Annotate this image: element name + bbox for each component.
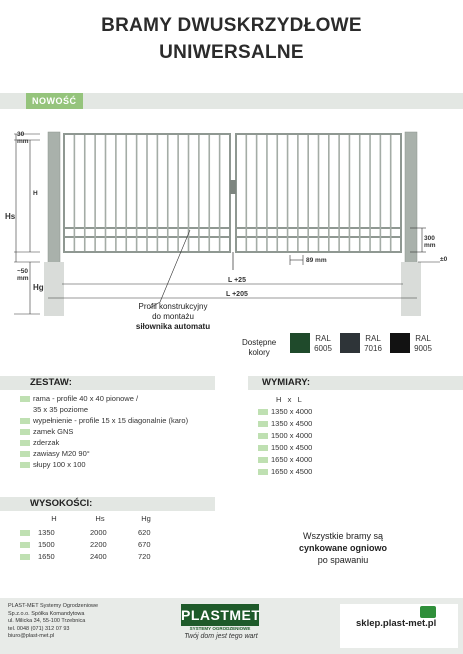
wysokosci-title: WYSOKOŚCI: [30,498,93,509]
profile-note [118,302,228,332]
swatch-7016-color [340,333,360,353]
list-item: 1350 x 4500 [258,418,378,430]
wymiary-header: H x L [276,395,302,404]
list-item: 1500 x 4500 [258,442,378,454]
zestaw-title: ZESTAW: [30,377,72,388]
ral-6005-label [310,334,336,354]
dim-89mm: 89 mm [306,257,327,264]
profile-note-line1: Profil konstrukcyjny [138,302,208,311]
dim-30mm: 30 mm [17,131,29,145]
list-item: zawiasy M20 90° [20,448,220,459]
right-bars [246,135,390,251]
profile-note-line2: do montażu [152,312,194,321]
list-item: zamek GNS [20,426,220,437]
company-line: PLAST-MET Systemy Ogrodzeniowe [8,603,99,609]
dim-l25: L +25 [228,277,246,284]
ral-9005-label [410,334,436,354]
ral-6005-name: RAL [315,334,331,343]
dim-hg: Hg [33,283,44,292]
wys-header-h: H [51,514,57,523]
swatch-7016 [340,333,360,353]
list-item: 1650 x 4000 [258,454,378,466]
dim-l205: L +205 [226,291,248,298]
table-row: 1500 2200 670 [20,539,220,551]
swatch-6005-color [290,333,310,353]
zestaw-list [20,393,220,470]
dim-300mm: 300 mm [424,235,436,249]
list-item: wypełnienie - profile 15 x 15 diagonalnie (karo) [20,415,220,426]
slogan: Twój dom jest tego wart [184,633,258,640]
left-foundation [44,262,64,316]
ral-7016-label [360,334,386,354]
dim-h: H [33,190,38,197]
list-item: 1350 x 4000 [258,406,378,418]
company-line: tel. 0048 (071) 312 07 93 [8,625,70,632]
table-row: 1650 2400 720 [20,551,220,563]
lock [230,180,236,194]
gate-drawing [0,112,463,332]
swatch-9005-color [390,333,410,353]
left-bars [74,135,219,251]
ral-9005-name: RAL [415,334,431,343]
swatch-6005 [290,333,310,353]
list-item: 35 x 35 poziome [33,405,89,414]
note-line2: cynkowane ogniowo [298,543,387,553]
shop-link[interactable]: sklep.plast-met.pl [356,618,437,629]
swatch-9005 [390,333,410,353]
list-item: zderzak [20,437,220,448]
list-item: 1500 x 4000 [258,430,378,442]
list-item: słupy 100 x 100 [20,459,220,470]
company-info [8,603,98,641]
colors-label: Dostępne kolory [242,338,277,357]
dim-50mm: ~50 mm [17,268,29,282]
profile-note-line3: siłownika automatu [135,322,211,331]
ral-7016-name: RAL [365,334,381,343]
page-title-line2: UNIWERSALNE [159,42,304,63]
galvanized-note [268,530,418,566]
dim-hs: Hs [5,212,16,221]
wymiary-list [258,406,378,478]
right-foundation [401,262,421,316]
note-line3: po spawaniu [317,555,369,565]
page-title-line1: BRAMY DWUSKRZYDŁOWE [101,15,362,36]
wysokosci-table [20,527,220,563]
ral-9005-code: 9005 [414,344,432,353]
wys-header-hg: Hg [141,514,151,523]
logo-subtitle: SYSTEMY OGRODZENIOWE [189,626,251,631]
list-item: 1650 x 4500 [258,466,378,478]
dim-pm0: ±0 [440,256,448,263]
list-item: rama - profile 40 x 40 pionowe / [20,393,220,404]
table-row: 1350 2000 620 [20,527,220,539]
brand-logo: PLASTMET [181,604,259,626]
ral-7016-code: 7016 [364,344,382,353]
company-email[interactable]: biuro@plast-met.pl [8,633,55,639]
cart-icon [420,606,436,618]
ral-6005-code: 6005 [314,344,332,353]
wys-header-hs: Hs [95,514,105,523]
wymiary-title: WYMIARY: [262,377,311,388]
new-badge: NOWOŚĆ [26,93,83,109]
company-line: Sp.z.o.o. Spółka Komandytowa [8,610,85,617]
company-line: ul. Milicka 34, 55-100 Trzebnica [8,618,86,624]
note-line1: Wszystkie bramy są [302,531,383,541]
